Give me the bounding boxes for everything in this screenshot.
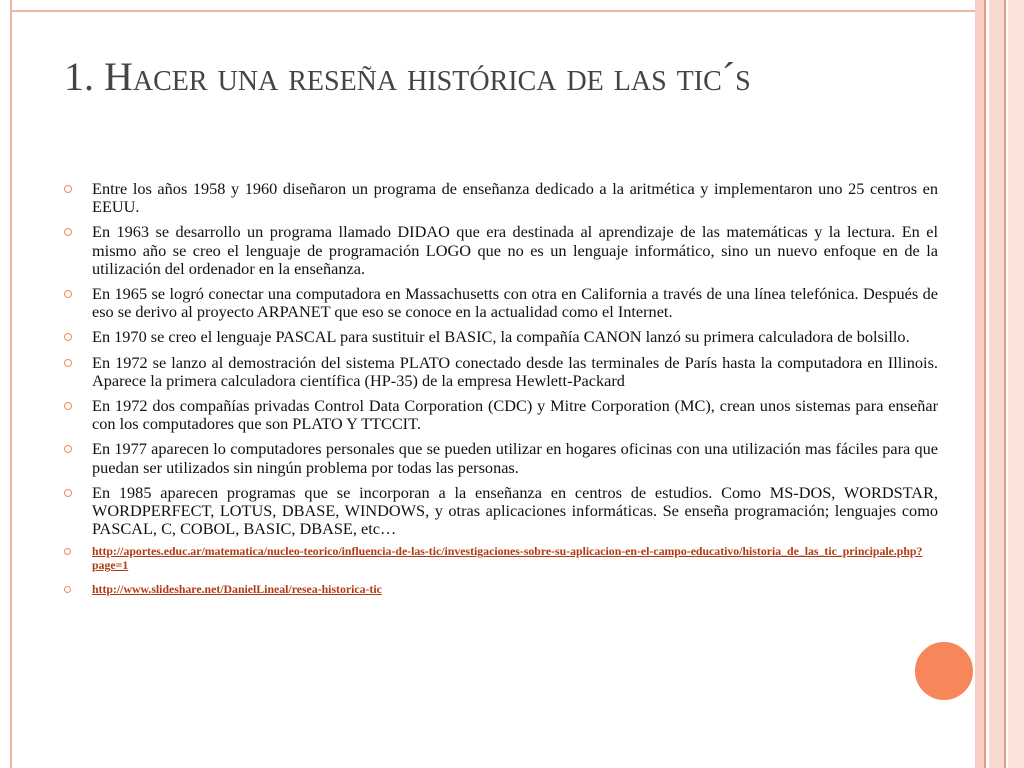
list-item xyxy=(62,223,938,278)
list-item-text: Entre los años 1958 y 1960 diseñaron un programa de enseñanza dedicado a la aritmética y implementaron uno 25 centros en EEUU. xyxy=(92,179,938,217)
bullet-icon xyxy=(64,185,72,193)
frame-line-top xyxy=(10,10,982,12)
bullet-list xyxy=(62,180,938,596)
list-item-text: En 1970 se creo el lenguaje PASCAL para sustituir el BASIC, la compañía CANON lanzó su primera calculadora de bolsillo. xyxy=(92,327,910,347)
decor-stripe xyxy=(984,0,986,768)
list-item-text: En 1977 aparecen lo computadores personales que se pueden utilizar en hogares oficinas con una utilización mas fáciles para que puedan ser utilizados sin ningún problema por todas las personas. xyxy=(92,439,938,477)
slide-content xyxy=(62,180,938,606)
list-item xyxy=(62,397,938,433)
decor-stripe xyxy=(989,0,1004,768)
decor-stripe xyxy=(1004,0,1006,768)
decor-stripe xyxy=(975,0,984,768)
source-link-item xyxy=(62,583,938,597)
bullet-icon xyxy=(64,548,71,555)
source-link-aportes[interactable]: http://aportes.educ.ar/matematica/nucleo-teorico/influencia-de-las-tic/investigaciones-sobre-su-aplicacion-en-el-campo-educativo/historia_de_las_tic_principale.php?page=1 xyxy=(92,544,923,573)
slide-title: 1. Hacer una reseña histórica de las tic´s xyxy=(64,54,751,99)
bullet-icon xyxy=(64,333,72,341)
decor-stripe xyxy=(1008,0,1024,768)
list-item xyxy=(62,180,938,216)
list-item-text: En 1965 se logró conectar una computadora en Massachusetts con otra en California a través de una línea telefónica. Después de eso se derivo al proyecto ARPANET que eso se conoce en la actualidad como el Internet. xyxy=(92,284,938,322)
list-item xyxy=(62,285,938,321)
list-item-text: En 1972 se lanzo al demostración del sistema PLATO conectado desde las terminales de París hasta la computadora en Illinois. Aparece la primera calculadora científica (HP-35) de la empresa Hewlett-Packard xyxy=(92,352,938,390)
source-link-slideshare[interactable]: http://www.slideshare.net/DanielLineal/resea-historica-tic xyxy=(92,581,382,596)
frame-line-left xyxy=(10,0,12,768)
source-link-item xyxy=(62,545,938,572)
bullet-icon xyxy=(64,586,71,593)
list-item-text: En 1985 aparecen programas que se incorporan a la enseñanza en centros de estudios. Como MS-DOS, WORDSTAR, WORDPERFECT, LOTUS, DBASE, WINDOWS, y otras aplicaciones informáticas. Se enseña programación; lenguajes como PASCAL, C, COBOL, BASIC, DBASE, etc… xyxy=(92,482,938,539)
bullet-icon xyxy=(64,359,72,367)
bullet-icon xyxy=(64,402,72,410)
bullet-icon xyxy=(64,445,72,453)
bullet-icon xyxy=(64,290,72,298)
list-item-text: En 1963 se desarrollo un programa llamado DIDAO que era destinada al aprendizaje de las matemáticas y la lectura. En el mismo año se creo el lenguaje de programación LOGO que no es un lenguaje informático, sino un nuevo enfoque en de la utilización del ordenador en la enseñanza. xyxy=(92,222,938,278)
list-item xyxy=(62,354,938,390)
decor-circle xyxy=(913,640,975,702)
list-item xyxy=(62,440,938,476)
list-item-text: En 1972 dos compañías privadas Control Data Corporation (CDC) y Mitre Corporation (MC), crean unos sistemas para enseñar con los computadores que son PLATO Y TTCCIT. xyxy=(92,396,938,434)
bullet-icon xyxy=(64,228,72,236)
bullet-icon xyxy=(64,489,72,497)
list-item xyxy=(62,484,938,539)
list-item xyxy=(62,328,938,346)
